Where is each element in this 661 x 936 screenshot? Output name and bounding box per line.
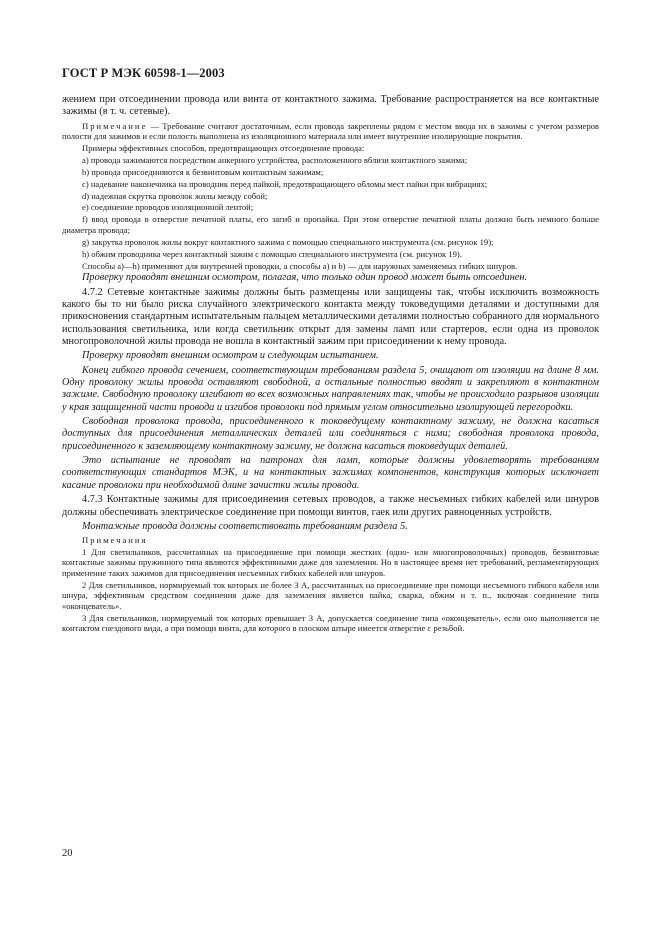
paragraph: Примечание — Требование считают достаточным, если провода закреплены рядом с местом ввода их в зажимы с учетом размеров полости для зажимов и если полость выполнена из изоляционного материала или имеет внутренние изолирующие покрытия.: [62, 120, 599, 142]
paragraph: Примечания: [82, 534, 148, 545]
paragraph: a) провода зажимаются посредством анкерного устройства, расположенного вблизи контактного зажима;: [82, 154, 468, 165]
page-body: [62, 94, 599, 635]
paragraph: Конец гибкого провода сечением, соответствующим требованиям раздела 5, очищают от изоляции на длине 8 мм. Одну проволоку жилы провода оставляют свободной, а остальные полностью вводят и закрепляют в контактном зажиме. Свободную проволоку изгибают во всех возможных направлениях так, чтобы не происходило разрывов изоляции у края защищенной части провода и изгибов проволоки под прямым углом относительно изолирующей перегородки.: [62, 364, 599, 413]
document-standard-header: ГОСТ Р МЭК 60598-1—2003: [62, 66, 225, 80]
paragraph: Способы a)—h) применяют для внутренней проводки, а способы a) и b) — для наружных заменяемых гибких шнуров.: [82, 260, 518, 271]
paragraph: 4.7.3 Контактные зажимы для присоединения сетевых проводов, а также несъемных гибких кабелей или шнуров должны обеспечивать электрическое соединение при помощи винтов, гаек или других равноценных устройств.: [62, 494, 599, 518]
paragraph: 4.7.2 Сетевые контактные зажимы должны быть размещены или защищены так, чтобы исключить возможность какого бы то ни было риска случайного электрического контакта между токоведущими деталями и доступными для прикосновения стандартным испытательным пальцем металлическими деталями полностью собранного для нормального использования светильника, или когда светильник открыт для замены ламп или стартеров, если одна из проволок многопроволочной жилы провода не вошла в контактный зажим при присоединении к нему провода.: [62, 286, 599, 348]
paragraph: Проверку проводят внешним осмотром, полагая, что только один провод может быть отсоединен.: [82, 272, 528, 284]
paragraph: e) соединение проводов изоляционной лентой;: [82, 202, 254, 213]
paragraph: Это испытание не проводят на патронах для ламп, которые должны удовлетворять требованиям соответствующих стандартов МЭК, и на контактных зажимах компонентов, конструкция которых исключает касание проволоки при необходимой длине зачистки жилы провода.: [62, 455, 599, 491]
paragraph: g) закрутка проволок жилы вокруг контактного зажима с помощью специального инструмента (см. рисунок 19);: [82, 236, 494, 247]
paragraph: Примеры эффективных способов, предотвращающих отсоединение провода:: [82, 143, 365, 153]
paragraph: f) ввод провода в отверстие печатной платы, его загиб и пропайка. При этом отверстие печатной платы должно быть немного больше диаметра провода;: [62, 214, 599, 235]
paragraph: Свободная проволока провода, присоединенного к токоведущему контактному зажиму, не должна касаться доступных для присоединения металлических деталей или соединяться с ними; свободная проволока провода, присоединенного к заземляющему контактному зажиму, не должна касаться токоведущих деталей.: [62, 416, 599, 452]
page-number: 20: [62, 848, 73, 859]
paragraph: b) провода присоединяются к безвинтовым контактным зажимам;: [82, 166, 324, 177]
paragraph: d) надежная скрутка проволок жилы между собой;: [82, 190, 268, 201]
paragraph: 2 Для светильников, нормируемый ток которых не более 3 А, рассчитанных на присоединение при помощи несъемного гибкого кабеля или шнура, эффективным средством соединения даже для заземления является пайка, сварка, обжим и т. п., включая соединение типа «оконцеватель».: [62, 579, 599, 611]
paragraph: 3 Для светильников, нормируемый ток которых превышает 3 А, допускается соединение типа «оконцеватель», если оно выполняется не контактом гнездового вида, а при помощи винта, для которого в плоском штыре имеется отверстие с резьбой.: [62, 612, 599, 634]
paragraph: жением при отсоединении провода или винта от контактного зажима. Требование распространяется на все контактные зажимы (в т. ч. сетевые).: [62, 94, 599, 118]
paragraph: Проверку проводят внешним осмотром и следующим испытанием.: [82, 350, 379, 362]
paragraph: h) обжим проводника через контактный зажим с помощью специального инструмента (см. рисунок 19).: [82, 248, 462, 259]
paragraph: c) надевание наконечника на проводник перед пайкой, предотвращающего обломы мест пайки при вибрациях;: [82, 178, 488, 189]
paragraph: Монтажные провода должны соответствовать требованиям раздела 5.: [82, 520, 408, 532]
paragraph: 1 Для светильников, рассчитанных на присоединение при помощи жестких (одно- или многопроволочных) проводов, безвинтовые контактные зажимы пружинного типа являются эффективными даже для заземления. Но в настоящее время нет требований, регламентирующих применение таких зажимов для присоединения несъемных гибких кабелей или шнуров.: [62, 546, 599, 578]
